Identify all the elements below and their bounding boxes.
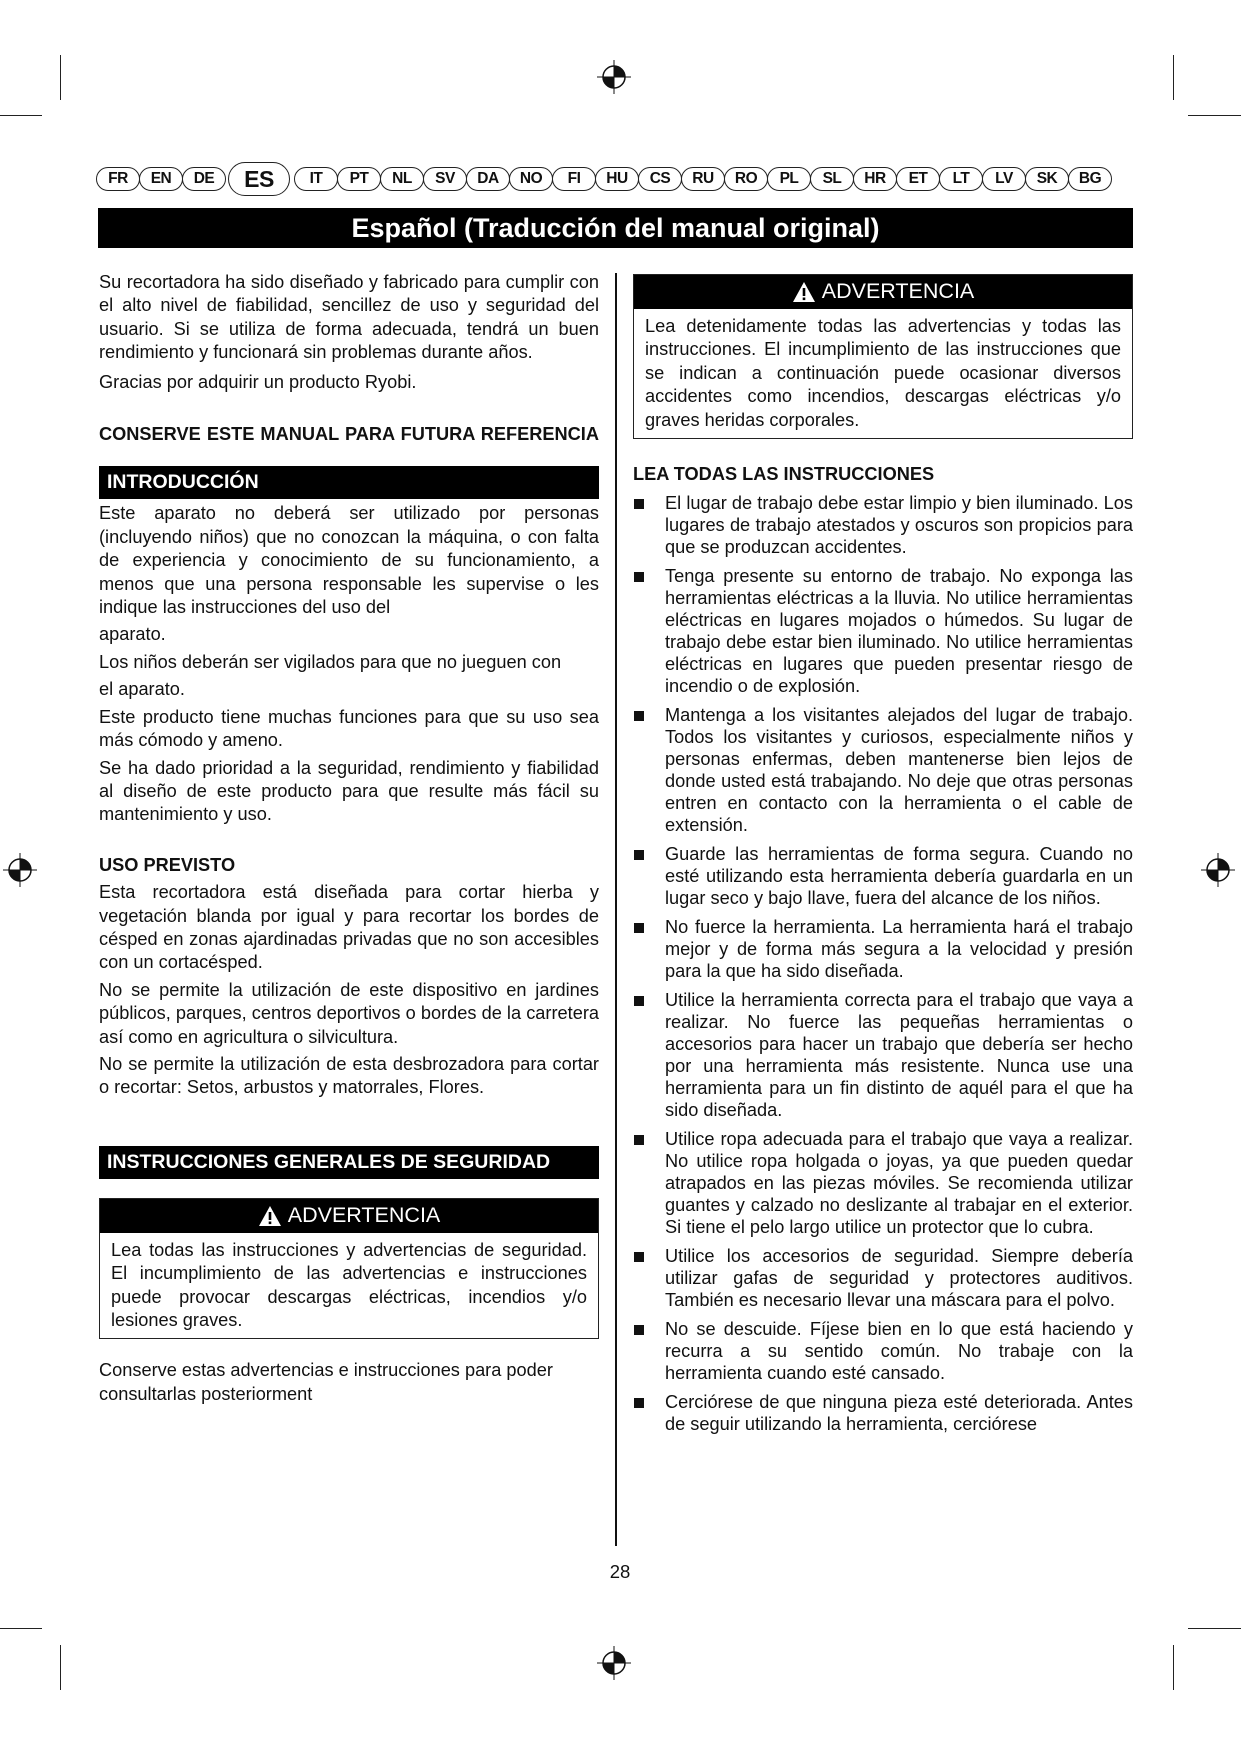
crop-mark	[0, 1628, 42, 1629]
warning-label: ADVERTENCIA	[821, 279, 975, 304]
language-tab-lt[interactable]: LT	[939, 167, 983, 191]
language-tab-pl[interactable]: PL	[767, 167, 811, 191]
bullet-text: No se descuide. Fíjese bien en lo que está haciendo y recurra a su sentido común. No trabaje con la herramienta cuando esté cansado.	[665, 1319, 1133, 1384]
safety-bullet-item	[633, 565, 1133, 697]
language-tab-nl[interactable]: NL	[380, 167, 424, 191]
language-tab-hr[interactable]: HR	[853, 167, 897, 191]
language-tab-lv[interactable]: LV	[982, 167, 1026, 191]
safety-bullet-item	[633, 704, 1133, 836]
bullet-square-icon	[634, 1252, 644, 1262]
page-title: Español (Traducción del manual original)	[98, 208, 1133, 248]
bullet-square-icon	[634, 1325, 644, 1335]
introduction-paragraph: el aparato.	[99, 679, 185, 700]
introduction-heading: INTRODUCCIÓN	[99, 466, 599, 499]
crop-mark	[0, 115, 42, 116]
language-tab-no[interactable]: NO	[509, 167, 553, 191]
warning-text: Lea detenidamente todas las advertencias y todas las instrucciones. El incumplimiento de las instrucciones que se indican a continuación puede ocasionar diversos accidentes como incendios, descargas eléctricas y/o graves heridas corporales.	[645, 316, 1121, 430]
language-tab-es[interactable]: ES	[228, 162, 290, 196]
warning-triangle-icon	[258, 1205, 282, 1227]
bullet-text: No fuerce la herramienta. La herramienta hará el trabajo mejor y de forma más segura a la velocidad y presión para la que ha sido diseñada.	[665, 917, 1133, 982]
language-tab-sl[interactable]: SL	[810, 167, 854, 191]
warning-text: Lea todas las instrucciones y advertencias de seguridad. El incumplimiento de las advertencias e instrucciones puede provocar descargas eléctricas, incendios y/o lesiones graves.	[111, 1239, 587, 1330]
safety-bullet-item	[633, 492, 1133, 558]
registration-mark-icon	[3, 853, 37, 887]
bullet-square-icon	[634, 499, 644, 509]
intro-paragraph: Gracias por adquirir un producto Ryobi.	[99, 371, 417, 392]
language-tab-et[interactable]: ET	[896, 167, 940, 191]
registration-mark-icon	[597, 60, 631, 94]
introduction-paragraph: aparato.	[99, 624, 166, 645]
language-tab-fr[interactable]: FR	[96, 167, 140, 191]
language-tab-sk[interactable]: SK	[1025, 167, 1069, 191]
general-safety-heading: INSTRUCCIONES GENERALES DE SEGURIDAD	[99, 1146, 599, 1179]
bullet-square-icon	[634, 1135, 644, 1145]
intended-use-paragraph: No se permite la utilización de este dispositivo en jardines públicos, parques, centros deportivos o bordes de la carretera así como en agricultura o silvicultura.	[99, 979, 599, 1047]
bullet-text: Utilice ropa adecuada para el trabajo que vaya a realizar. No utilice ropa holgada o joyas, ya que pueden quedar atrapados en las piezas móviles. Se recomienda utilizar guantes y calzado no deslizante al trabajar en el exterior. Si tiene el pelo largo utilice un protector que lo cubra.	[665, 1129, 1133, 1238]
registration-mark-icon	[1201, 853, 1235, 887]
safety-bullet-item	[633, 989, 1133, 1121]
bullet-square-icon	[634, 1398, 644, 1408]
safety-bullet-item	[633, 843, 1133, 909]
safety-bullet-item	[633, 1318, 1133, 1384]
safety-bullet-item	[633, 1128, 1133, 1238]
bullet-text: El lugar de trabajo debe estar limpio y bien iluminado. Los lugares de trabajo atestados y oscuros son propicios para que se produzcan accidentes.	[665, 493, 1133, 558]
bullet-square-icon	[634, 850, 644, 860]
bullet-text: Guarde las herramientas de forma segura. Cuando no esté utilizando esta herramienta debería guardarla en un lugar seco y bajo llave, fuera del alcance de los niños.	[665, 844, 1133, 909]
bullet-text: Utilice los accesorios de seguridad. Siempre debería utilizar gafas de seguridad y protectores auditivos. También es necesario llevar una máscara para el polvo.	[665, 1246, 1133, 1311]
warning-header	[100, 1199, 598, 1233]
language-tab-hu[interactable]: HU	[595, 167, 639, 191]
bullet-square-icon	[634, 711, 644, 721]
intended-use-heading: USO PREVISTO	[99, 854, 236, 875]
right-column	[633, 274, 1133, 1442]
language-tab-pt[interactable]: PT	[337, 167, 381, 191]
safety-bullet-item	[633, 1245, 1133, 1311]
language-tab-cs[interactable]: CS	[638, 167, 682, 191]
keep-manual-heading: CONSERVE ESTE MANUAL PARA FUTURA REFERENCIA	[99, 424, 599, 445]
language-tab-da[interactable]: DA	[466, 167, 510, 191]
crop-mark	[1173, 55, 1174, 100]
warning-label: ADVERTENCIA	[287, 1203, 441, 1228]
warning-box	[99, 1198, 599, 1340]
language-tab-ro[interactable]: RO	[724, 167, 768, 191]
introduction-paragraph: Se ha dado prioridad a la seguridad, rendimiento y fiabilidad al diseño de este producto para que resulte más fácil su mantenimiento y uso.	[99, 757, 599, 825]
language-tab-fi[interactable]: FI	[552, 167, 596, 191]
intended-use-paragraph: No se permite la utilización de esta desbrozadora para cortar o recortar: Setos, arbustos y matorrales, Flores.	[99, 1053, 599, 1098]
read-all-heading: LEA TODAS LAS INSTRUCCIONES	[633, 464, 935, 485]
safety-bullet-item	[633, 1391, 1133, 1435]
registration-mark-icon	[597, 1646, 631, 1680]
bullet-square-icon	[634, 923, 644, 933]
bullet-square-icon	[634, 996, 644, 1006]
warning-header	[634, 275, 1132, 309]
language-tab-it[interactable]: IT	[294, 167, 338, 191]
crop-mark	[1188, 1628, 1241, 1629]
language-tab-en[interactable]: EN	[139, 167, 183, 191]
bullet-text: Tenga presente su entorno de trabajo. No exponga las herramientas eléctricas a la lluvia. No utilice herramientas eléctricas en lugares mojados o húmedos. Su lugar de trabajo debe estar bien iluminado. No utilice herramientas eléctricas en lugares que pueden presentar riesgo de incendio o de explosión.	[665, 566, 1133, 697]
crop-mark	[60, 55, 61, 100]
page-number: 28	[609, 1561, 631, 1582]
intro-paragraph: Su recortadora ha sido diseñado y fabricado para cumplir con el alto nivel de fiabilidad, sencillez de uso y seguridad del usuario. Si se utiliza de forma adecuada, tendrá un buen rendimiento y funcionará sin problemas durante años.	[99, 272, 599, 363]
introduction-paragraph: Este producto tiene muchas funciones para que su uso sea más cómodo y ameno.	[99, 706, 599, 751]
introduction-paragraph: Este aparato no deberá ser utilizado por personas (incluyendo niños) que no conozcan la máquina, o con falta de experiencia y conocimiento de su funcionamiento, a menos que una persona responsable les supervise o les indique las instrucciones del uso del	[99, 503, 599, 618]
keep-warnings-text: Conserve estas advertencias e instrucciones para poder consultarlas posteriorment	[99, 1360, 553, 1404]
intended-use-paragraph: Esta recortadora está diseñada para cortar hierba y vegetación blanda por igual y para recortar los bordes de césped en zonas ajardinadas privadas que no son accesibles con un cortacésped.	[99, 882, 599, 973]
safety-bullet-item	[633, 916, 1133, 982]
language-tab-de[interactable]: DE	[182, 167, 226, 191]
language-tab-sv[interactable]: SV	[423, 167, 467, 191]
crop-mark	[1173, 1645, 1174, 1690]
left-column	[99, 271, 599, 1410]
bullet-square-icon	[634, 572, 644, 582]
bullet-text: Cerciórese de que ninguna pieza esté deteriorada. Antes de seguir utilizando la herramienta, cerciórese	[665, 1392, 1133, 1435]
language-tabs	[96, 164, 1134, 194]
language-tab-ru[interactable]: RU	[681, 167, 725, 191]
crop-mark	[1188, 115, 1241, 116]
safety-bullet-list	[633, 492, 1133, 1435]
bullet-text: Utilice la herramienta correcta para el trabajo que vaya a realizar. No fuerce las pequeñas herramientas o accesorios para hacer un trabajo que debería ser hecho por una herramienta más resistente. Nunca use una herramienta para un fin distinto de aquél para el que ha sido diseñada.	[665, 990, 1133, 1121]
introduction-paragraph: Los niños deberán ser vigilados para que no jueguen con	[99, 651, 562, 672]
language-tab-bg[interactable]: BG	[1068, 167, 1112, 191]
warning-box	[633, 274, 1133, 439]
warning-triangle-icon	[792, 281, 816, 303]
bullet-text: Mantenga a los visitantes alejados del lugar de trabajo. Todos los visitantes y curiosos, especialmente niños y personas enfermas, deben mantenerse bien lejos de donde usted está trabajando. No deje que otras personas entren en contacto con la herramienta o el cable de extensión.	[665, 705, 1133, 836]
column-divider	[615, 273, 617, 1546]
crop-mark	[60, 1645, 61, 1690]
